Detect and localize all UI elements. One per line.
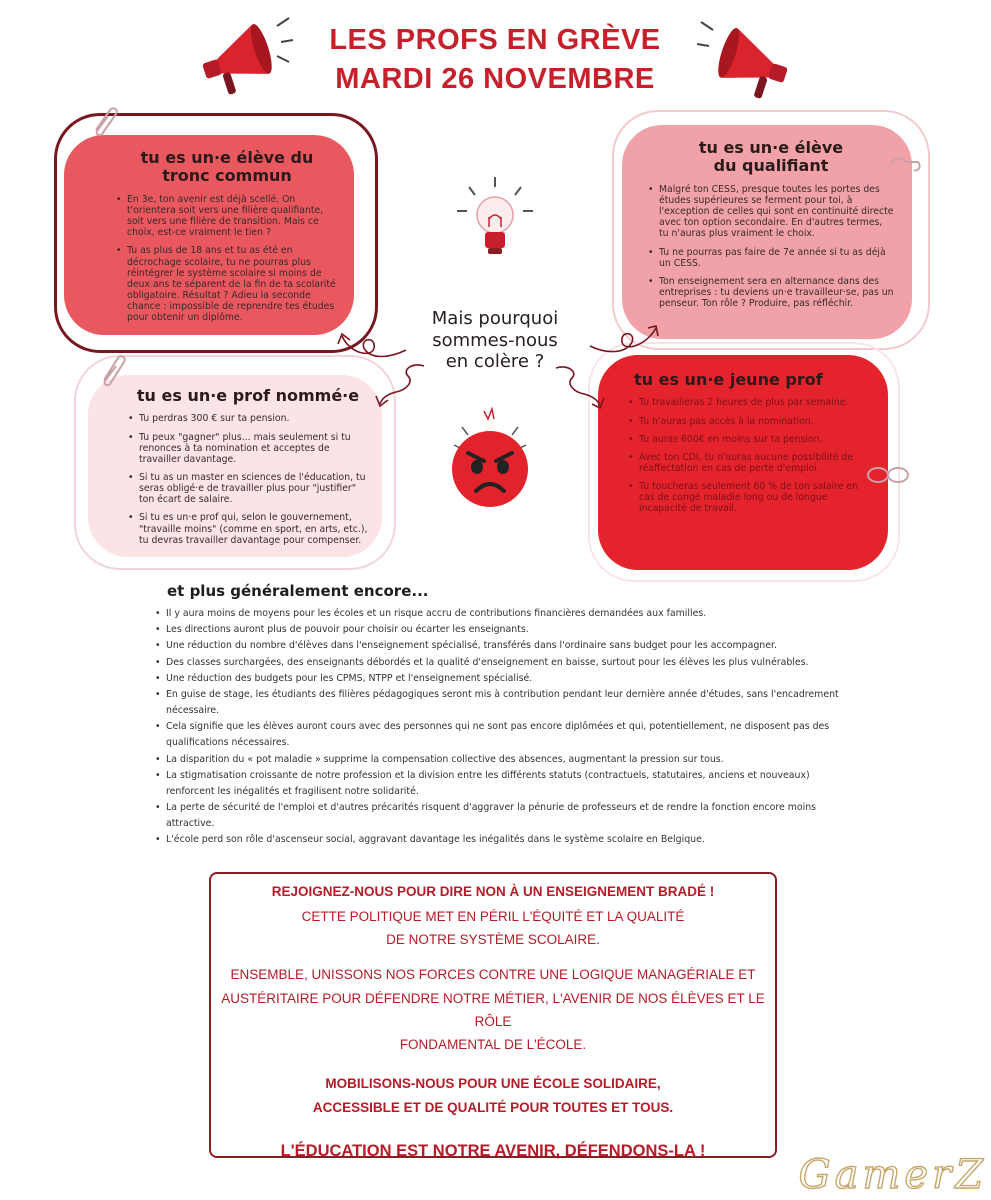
list-item: • La disparition du « pot maladie » supprime la compensation collective des absences, augmentant la pression sur tous. <box>155 752 855 768</box>
watermark: GamerZ <box>798 1152 987 1198</box>
list-item: • Ton enseignement sera en alternance dans des entreprises : tu deviens un·e travailleur·se, pas un penseur. Ton rôle ? Produire, pas réfléchir. <box>648 276 894 309</box>
card-title: tu es un·e prof nommé·e <box>136 386 360 405</box>
paperclip-icon <box>88 104 122 138</box>
list-item: • Il y aura moins de moyens pour les écoles et un risque accru de contributions financières demandées aux familles. <box>155 606 855 622</box>
list-item: • Malgré ton CESS, presque toutes les portes des études supérieures se ferment pour toi, à l'exception de celles qui sont en continuité directe avec ton option secondaire. En d'autres termes, tu n'auras plus vraiment le choix. <box>648 184 894 240</box>
megaphone-icon <box>695 20 805 110</box>
card-list <box>648 184 894 310</box>
list-item: • L'école perd son rôle d'ascenseur social, aggravant davantage les inégalités dans le système scolaire en Belgique. <box>155 832 855 848</box>
card-list <box>128 413 368 546</box>
paperclip-icon <box>888 148 922 182</box>
center-question-line-3: en colère ? <box>445 351 545 373</box>
angry-face-icon <box>440 405 540 515</box>
title-line-2: MARDI 26 NOVEMBRE <box>335 63 655 96</box>
cta-headline: REJOIGNEZ-NOUS POUR DIRE NON À UN ENSEIGNEMENT BRADÉ ! <box>271 884 715 899</box>
list-item: • La perte de sécurité de l'emploi et d'autres précarités risquent d'aggraver la pénurie de professeurs et de rendre la fonction encore moins attractive. <box>155 800 855 832</box>
card-title-line-1: tu es un·e élève du <box>140 148 314 167</box>
list-item: • Tu ne pourras pas faire de 7e année si tu as déjà un CESS. <box>648 247 894 269</box>
center-question-line-1: Mais pourquoi <box>431 308 559 329</box>
card-title <box>648 139 894 176</box>
lightbulb-icon <box>455 175 535 275</box>
list-item: • Si tu es un·e prof qui, selon le gouvernement, "travaille moins" (comme en sport, en arts, etc.), tu devras travailler davantage pour compenser. <box>128 512 368 545</box>
list-item: • Tu travailleras 2 heures de plus par semaine. <box>628 397 872 408</box>
cta-paragraph-2-line-3: FONDAMENTAL DE L'ÉCOLE. <box>399 1037 587 1053</box>
center-question-line-2: sommes-nous <box>432 329 558 351</box>
card-title-line-2: du qualifiant <box>713 156 829 176</box>
swirl-arrow-icon <box>550 362 610 412</box>
list-item: • La stigmatisation croissante de notre profession et la division entre les différents statuts (contractuels, statutaires, anciens et nouveaux) renforcent les inégalités et fragilisent notre solidarité. <box>155 768 855 800</box>
list-item: • Les directions auront plus de pouvoir pour choisir ou écarter les enseignants. <box>155 622 855 638</box>
list-item: • Une réduction des budgets pour les CPMS, NTPP et l'enseignement spécialisé. <box>155 671 855 687</box>
cta-paragraph-2-line-2: AUSTÉRITAIRE POUR DÉFENDRE NOTRE MÉTIER, L'AVENIR DE NOS ÉLÈVES ET LE RÔLE <box>221 990 765 1029</box>
card-title-line-1: tu es un·e élève <box>698 138 844 157</box>
cta-paragraph-2-line-1: ENSEMBLE, UNISSONS NOS FORCES CONTRE UNE LOGIQUE MANAGÉRIALE ET <box>230 967 756 983</box>
list-item: • Une réduction du nombre d'élèves dans l'enseignement spécialisé, transférés dans l'ordinaire sans budget pour les accompagner. <box>155 638 855 654</box>
swirl-arrow-icon <box>372 360 432 410</box>
list-item: • Tu n'auras pas accès à la nomination. <box>628 416 872 427</box>
poster-title <box>250 22 740 98</box>
card-qualifiant <box>622 125 912 339</box>
call-to-action-box <box>209 872 777 1158</box>
card-title-line-2: tronc commun <box>162 166 292 186</box>
cta-paragraph-3-line-1: MOBILISONS-NOUS POUR UNE ÉCOLE SOLIDAIRE, <box>325 1076 661 1092</box>
swirl-arrow-icon <box>586 312 666 362</box>
card-jeune-prof <box>598 355 888 570</box>
list-item: • Tu as plus de 18 ans et tu as été en décrochage scolaire, tu ne pourras plus réintégrer le système scolaire si moins de deux ans te séparent de la fin de ta scolarité obligatoire. Résultat ? Adieu la seconde chance : impossible de reprendre tes études pour obtenir un diplôme. <box>116 245 338 323</box>
list-item: • Si tu as un master en sciences de l'éducation, tu seras obligé·e de travailler plus pour "justifier" ton écart de salaire. <box>128 472 368 505</box>
list-item: • Tu auras 600€ en moins sur ta pension. <box>628 434 872 445</box>
list-item: • Tu toucheras seulement 60 % de ton salaire en cas de congé maladie long ou de longue incapacité de travail. <box>628 481 872 514</box>
title-line-1: LES PROFS EN GRÈVE <box>329 24 661 56</box>
paperclip-icon <box>96 350 130 394</box>
card-list <box>116 194 338 324</box>
megaphone-icon <box>185 16 295 106</box>
list-item: • En 3e, ton avenir est déjà scellé. On t'orientera soit vers une filière qualifiante, soit vers une filière de transition. Mais ce choix, est-ce vraiment le tien ? <box>116 194 338 239</box>
list-item: • Cela signifie que les élèves auront cours avec des personnes qui ne sont pas encore diplômées et qui, potentiellement, ne disposent pas des qualifications nécessaires. <box>155 719 855 751</box>
cta-closing: L'ÉDUCATION EST NOTRE AVENIR, DÉFENDONS-LA ! <box>280 1141 706 1160</box>
general-heading: et plus généralement encore... <box>167 582 429 600</box>
general-list <box>155 606 855 849</box>
cta-paragraph-1-line-1: CETTE POLITIQUE MET EN PÉRIL L'ÉQUITÉ ET LA QUALITÉ <box>301 909 685 924</box>
card-title <box>116 149 338 186</box>
cta-paragraph-3-line-2: ACCESSIBLE ET DE QUALITÉ POUR TOUTES ET TOUS. <box>312 1099 674 1115</box>
list-item: • Avec ton CDI, tu n'auras aucune possibilité de réaffectation en cas de perte d'emploi. <box>628 452 872 474</box>
list-item: • Tu peux "gagner" plus... mais seulement si tu renonces à ta nomination et acceptes de travailler davantage. <box>128 432 368 465</box>
card-prof-nomme <box>88 375 382 557</box>
list-item: • Des classes surchargées, des enseignants débordés et la qualité d'enseignement en baisse, surtout pour les élèves les plus vulnérables. <box>155 655 855 671</box>
card-tronc-commun <box>64 135 354 335</box>
paperclip-icon <box>864 460 914 490</box>
card-title: tu es un·e jeune prof <box>634 370 823 389</box>
card-list <box>628 397 872 514</box>
list-item: • En guise de stage, les étudiants des filières pédagogiques seront mis à contribution pendant leur dernière année d'études, sans l'encadrement nécessaire. <box>155 687 855 719</box>
list-item: • Tu perdras 300 € sur ta pension. <box>128 413 368 424</box>
cta-paragraph-1-line-2: DE NOTRE SYSTÈME SCOLAIRE. <box>386 932 600 948</box>
general-section <box>155 582 855 849</box>
